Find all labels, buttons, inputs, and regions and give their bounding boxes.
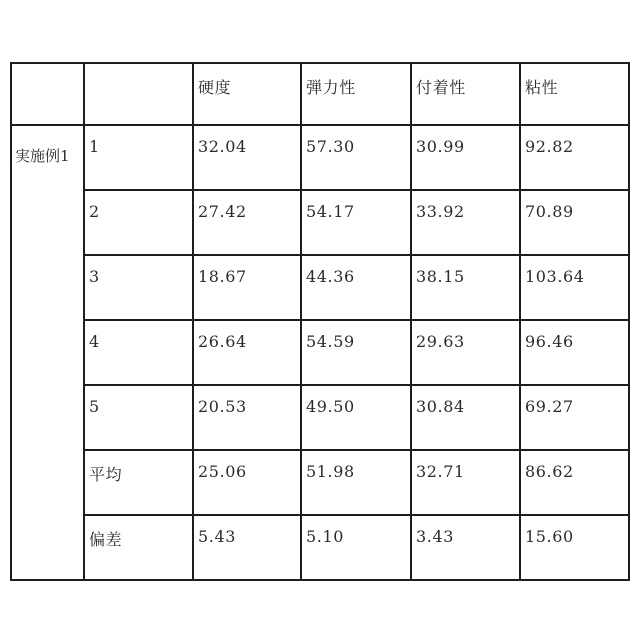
table-row [11, 320, 629, 385]
table-cell: 33.92 [411, 190, 520, 255]
measurement-table [10, 62, 630, 581]
table-cell: 54.17 [301, 190, 411, 255]
group-label-cell: 実施例1 [11, 125, 84, 580]
row-label-cell: 4 [84, 320, 193, 385]
column-header-viscosity: 粘性 [520, 63, 629, 125]
table-cell: 3.43 [411, 515, 520, 580]
table-cell: 5.10 [301, 515, 411, 580]
table-cell: 26.64 [193, 320, 301, 385]
table-cell: 5.43 [193, 515, 301, 580]
corner-cell-group [11, 63, 84, 125]
table-cell: 57.30 [301, 125, 411, 190]
column-header-adhesiveness: 付着性 [411, 63, 520, 125]
table-cell: 49.50 [301, 385, 411, 450]
table-cell: 69.27 [520, 385, 629, 450]
table-cell: 30.99 [411, 125, 520, 190]
row-label-cell: 偏差 [84, 515, 193, 580]
table-row [11, 190, 629, 255]
row-label-cell: 2 [84, 190, 193, 255]
corner-cell-label [84, 63, 193, 125]
table-cell: 70.89 [520, 190, 629, 255]
table-header-row [11, 63, 629, 125]
row-label-cell: 1 [84, 125, 193, 190]
table-cell: 27.42 [193, 190, 301, 255]
row-label-cell: 5 [84, 385, 193, 450]
table-cell: 54.59 [301, 320, 411, 385]
table-row [11, 515, 629, 580]
row-label-cell: 3 [84, 255, 193, 320]
row-label-cell: 平均 [84, 450, 193, 515]
table-cell: 20.53 [193, 385, 301, 450]
table-cell: 32.71 [411, 450, 520, 515]
table-cell: 32.04 [193, 125, 301, 190]
table-row [11, 385, 629, 450]
table-cell: 86.62 [520, 450, 629, 515]
table-cell: 30.84 [411, 385, 520, 450]
table-cell: 38.15 [411, 255, 520, 320]
table-row [11, 125, 629, 190]
table-row [11, 255, 629, 320]
table-cell: 15.60 [520, 515, 629, 580]
table-cell: 51.98 [301, 450, 411, 515]
table-cell: 96.46 [520, 320, 629, 385]
table-cell: 29.63 [411, 320, 520, 385]
table-cell: 92.82 [520, 125, 629, 190]
table-cell: 44.36 [301, 255, 411, 320]
table-row [11, 450, 629, 515]
table-cell: 103.64 [520, 255, 629, 320]
column-header-elasticity: 弾力性 [301, 63, 411, 125]
table-cell: 25.06 [193, 450, 301, 515]
column-header-hardness: 硬度 [193, 63, 301, 125]
table-cell: 18.67 [193, 255, 301, 320]
